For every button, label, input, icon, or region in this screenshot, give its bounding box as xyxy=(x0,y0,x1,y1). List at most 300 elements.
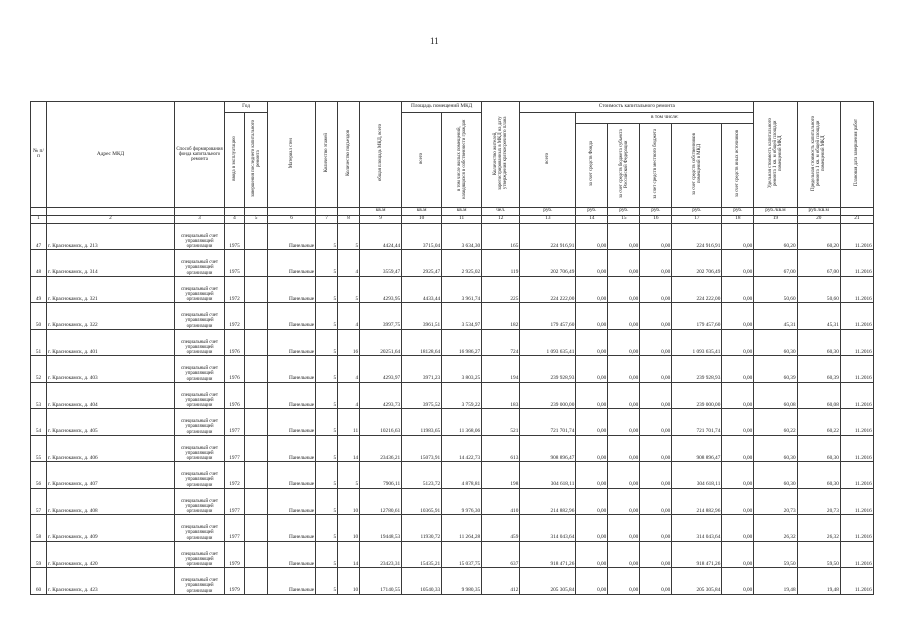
cell-res: 724 xyxy=(482,329,520,356)
cell-f: 0,00 xyxy=(576,356,608,383)
cell-res: 613 xyxy=(482,435,520,462)
cell-fund: специальный счет управляющей организации xyxy=(175,382,225,409)
cell-m: 0,00 xyxy=(640,223,672,250)
table-row xyxy=(31,568,874,595)
cell-b: 0,00 xyxy=(608,541,640,568)
cell-a2: 3715,04 xyxy=(402,223,442,250)
cell-a2: 11983,65 xyxy=(402,409,442,436)
cell-y2 xyxy=(245,462,268,489)
cell-a2: 15073,91 xyxy=(402,435,442,462)
cell-c: 179 457,60 xyxy=(520,303,576,330)
index-cell: 2 xyxy=(47,215,175,223)
header-cost-fund: за счет средств Фонда xyxy=(576,124,608,208)
cell-d: 11.2016 xyxy=(840,488,873,515)
cell-y2 xyxy=(245,356,268,383)
cell-fund: специальный счет управляющей организации xyxy=(175,409,225,436)
index-cell: 11 xyxy=(442,215,482,223)
cell-fl: 5 xyxy=(316,541,338,568)
cell-c: 239 928,93 xyxy=(520,356,576,383)
cell-x: 0,00 xyxy=(722,250,754,277)
header-year-commission: ввода в эксплуатацию xyxy=(225,113,245,208)
cell-p: 59,50 xyxy=(797,541,840,568)
cell-x: 0,00 xyxy=(722,568,754,595)
cell-p: 50,60 xyxy=(797,276,840,303)
cell-a1: 3997,75 xyxy=(360,303,402,330)
cell-d: 11.2016 xyxy=(840,250,873,277)
cell-p: 60,22 xyxy=(797,409,840,436)
table-row xyxy=(31,515,874,542)
cell-addr: г. Краснокамск, д. 409 xyxy=(47,515,175,542)
cell-a3: 4 878,81 xyxy=(442,462,482,489)
header-deadline: Плановая дата завершения работ xyxy=(840,102,873,208)
cell-no: 50 xyxy=(31,303,47,330)
cell-u: 50,60 xyxy=(754,276,797,303)
cell-fl: 5 xyxy=(316,409,338,436)
cell-x: 0,00 xyxy=(722,329,754,356)
cell-o: 918 471,26 xyxy=(672,541,722,568)
cell-y2 xyxy=(245,223,268,250)
unit-cell xyxy=(316,207,338,215)
cell-f: 0,00 xyxy=(576,250,608,277)
cell-no: 47 xyxy=(31,223,47,250)
cell-m: 0,00 xyxy=(640,382,672,409)
cell-en: 4 xyxy=(338,382,360,409)
header-cost-group: Стоимость капитального ремонта xyxy=(520,102,754,113)
cell-en: 11 xyxy=(338,409,360,436)
cell-y2 xyxy=(245,276,268,303)
cell-fl: 5 xyxy=(316,435,338,462)
unit-cell xyxy=(840,207,873,215)
cell-o: 224 916,91 xyxy=(672,223,722,250)
cell-x: 0,00 xyxy=(722,541,754,568)
cell-m: 0,00 xyxy=(640,488,672,515)
cell-mat: Панельные xyxy=(268,382,316,409)
cell-a1: 7906,11 xyxy=(360,462,402,489)
cell-mat: Панельные xyxy=(268,568,316,595)
unit-cell: руб. xyxy=(520,207,576,215)
cell-f: 0,00 xyxy=(576,515,608,542)
cell-u: 60,30 xyxy=(754,462,797,489)
cell-o: 205 305,84 xyxy=(672,568,722,595)
cell-d: 11.2016 xyxy=(840,409,873,436)
cell-b: 0,00 xyxy=(608,223,640,250)
cell-y1: 1979 xyxy=(225,568,245,595)
cell-u: 59,50 xyxy=(754,541,797,568)
cell-d: 11.2016 xyxy=(840,435,873,462)
cell-mat: Панельные xyxy=(268,250,316,277)
cell-fl: 5 xyxy=(316,250,338,277)
cell-b: 0,00 xyxy=(608,435,640,462)
cell-y1: 1975 xyxy=(225,223,245,250)
cell-addr: г. Краснокамск, д. 401 xyxy=(47,329,175,356)
cell-a2: 3961,51 xyxy=(402,303,442,330)
cell-a2: 15435,21 xyxy=(402,541,442,568)
cell-fl: 5 xyxy=(316,382,338,409)
cell-no: 49 xyxy=(31,276,47,303)
cell-mat: Панельные xyxy=(268,541,316,568)
header-year-group: Год xyxy=(225,102,268,113)
index-cell: 18 xyxy=(722,215,754,223)
cell-o: 214 882,96 xyxy=(672,488,722,515)
cell-x: 0,00 xyxy=(722,409,754,436)
table-row xyxy=(31,382,874,409)
cell-a3: 3 534,97 xyxy=(442,303,482,330)
header-including: в том числе: xyxy=(576,113,754,124)
index-cell: 7 xyxy=(316,215,338,223)
column-index-row xyxy=(31,215,874,223)
cell-f: 0,00 xyxy=(576,223,608,250)
cell-en: 10 xyxy=(338,488,360,515)
unit-cell xyxy=(47,207,175,215)
cell-x: 0,00 xyxy=(722,515,754,542)
unit-cell: руб. xyxy=(640,207,672,215)
cell-en: 5 xyxy=(338,223,360,250)
cell-d: 11.2016 xyxy=(840,276,873,303)
cell-m: 0,00 xyxy=(640,515,672,542)
cell-no: 53 xyxy=(31,382,47,409)
cell-fl: 5 xyxy=(316,356,338,383)
unit-cell xyxy=(175,207,225,215)
cell-m: 0,00 xyxy=(640,541,672,568)
cell-no: 58 xyxy=(31,515,47,542)
cell-a1: 20251,64 xyxy=(360,329,402,356)
header-no: № п/п xyxy=(31,102,47,208)
cell-no: 52 xyxy=(31,356,47,383)
header-entrances: Количество подъездов xyxy=(338,102,360,208)
cell-u: 19,48 xyxy=(754,568,797,595)
cell-mat: Панельные xyxy=(268,462,316,489)
cell-c: 202 706,49 xyxy=(520,250,576,277)
table-row xyxy=(31,488,874,515)
index-cell: 16 xyxy=(640,215,672,223)
header-wall-material: Материал стен xyxy=(268,102,316,208)
cell-y2 xyxy=(245,329,268,356)
cell-a3: 3 634,30 xyxy=(442,223,482,250)
cell-a3: 9 976,30 xyxy=(442,488,482,515)
cell-addr: г. Краснокамск, д. 403 xyxy=(47,356,175,383)
header-residents: Количество жителей, зарегистрированных в МКД на дату утверждения краткосрочного плана xyxy=(482,102,520,208)
cell-o: 239 928,93 xyxy=(672,356,722,383)
cell-en: 5 xyxy=(338,462,360,489)
index-cell: 21 xyxy=(840,215,873,223)
cell-f: 0,00 xyxy=(576,568,608,595)
cell-a3: 15 037,75 xyxy=(442,541,482,568)
index-cell: 15 xyxy=(608,215,640,223)
cell-p: 60,30 xyxy=(797,462,840,489)
cell-d: 11.2016 xyxy=(840,462,873,489)
table-row xyxy=(31,541,874,568)
cell-c: 224 222,00 xyxy=(520,276,576,303)
cell-m: 0,00 xyxy=(640,329,672,356)
cell-b: 0,00 xyxy=(608,409,640,436)
cell-no: 56 xyxy=(31,462,47,489)
cell-mat: Панельные xyxy=(268,329,316,356)
cell-p: 60,08 xyxy=(797,382,840,409)
header-fund: Способ формирования фонда капитального ремонта xyxy=(175,102,225,208)
cell-fund: специальный счет управляющей организации xyxy=(175,223,225,250)
cell-en: 16 xyxy=(338,329,360,356)
cell-res: 183 xyxy=(482,382,520,409)
cell-fund: специальный счет управляющей организации xyxy=(175,250,225,277)
cell-addr: г. Краснокамск, д. 408 xyxy=(47,488,175,515)
cell-addr: г. Краснокамск, д. 423 xyxy=(47,568,175,595)
cell-a1: 17140,55 xyxy=(360,568,402,595)
cell-addr: г. Краснокамск, д. 322 xyxy=(47,303,175,330)
cell-f: 0,00 xyxy=(576,382,608,409)
cell-fund: специальный счет управляющей организации xyxy=(175,462,225,489)
cell-en: 14 xyxy=(338,541,360,568)
cell-o: 1 093 635,41 xyxy=(672,329,722,356)
cell-b: 0,00 xyxy=(608,462,640,489)
cell-m: 0,00 xyxy=(640,409,672,436)
cell-y1: 1972 xyxy=(225,276,245,303)
header-cost-other: за счет средств иных источников xyxy=(722,124,754,208)
cell-u: 20,73 xyxy=(754,488,797,515)
header-year-last-repair: завершения последнего капитального ремонта xyxy=(245,113,268,208)
cell-m: 0,00 xyxy=(640,276,672,303)
cell-c: 908 896,47 xyxy=(520,435,576,462)
cell-f: 0,00 xyxy=(576,462,608,489)
table-row xyxy=(31,223,874,250)
cell-fund: специальный счет управляющей организации xyxy=(175,329,225,356)
cell-b: 0,00 xyxy=(608,356,640,383)
cell-b: 0,00 xyxy=(608,382,640,409)
cell-m: 0,00 xyxy=(640,356,672,383)
cell-fund: специальный счет управляющей организации xyxy=(175,541,225,568)
index-cell: 10 xyxy=(402,215,442,223)
cell-o: 224 222,00 xyxy=(672,276,722,303)
index-cell: 19 xyxy=(754,215,797,223)
cell-u: 45,31 xyxy=(754,303,797,330)
cell-o: 908 896,47 xyxy=(672,435,722,462)
header-max-cost: Предельная стоимость капитального ремонта 1 кв. м общей площади помещений МКД xyxy=(797,102,840,208)
table-row xyxy=(31,435,874,462)
cell-m: 0,00 xyxy=(640,303,672,330)
cell-addr: г. Краснокамск, д. 314 xyxy=(47,250,175,277)
cell-a3: 9 980,35 xyxy=(442,568,482,595)
cell-y2 xyxy=(245,541,268,568)
unit-cell: руб. xyxy=(576,207,608,215)
cell-p: 67,00 xyxy=(797,250,840,277)
cell-mat: Панельные xyxy=(268,303,316,330)
index-cell: 20 xyxy=(797,215,840,223)
cell-res: 198 xyxy=(482,462,520,489)
cell-no: 54 xyxy=(31,409,47,436)
cell-d: 11.2016 xyxy=(840,356,873,383)
cell-mat: Панельные xyxy=(268,435,316,462)
cell-p: 60,30 xyxy=(797,435,840,462)
cell-y1: 1977 xyxy=(225,515,245,542)
cell-b: 0,00 xyxy=(608,568,640,595)
cell-mat: Панельные xyxy=(268,276,316,303)
header-area-total: всего xyxy=(402,113,442,208)
table-row xyxy=(31,276,874,303)
cell-y2 xyxy=(245,435,268,462)
cell-a3: 14 422,73 xyxy=(442,435,482,462)
index-cell: 14 xyxy=(576,215,608,223)
header-total-area: общая площадь МКД, всего xyxy=(360,102,402,208)
cell-p: 45,31 xyxy=(797,303,840,330)
cell-a1: 10216,63 xyxy=(360,409,402,436)
cell-en: 4 xyxy=(338,356,360,383)
unit-cell xyxy=(31,207,47,215)
cell-o: 721 701,74 xyxy=(672,409,722,436)
cell-c: 918 471,26 xyxy=(520,541,576,568)
table-row xyxy=(31,409,874,436)
cell-p: 60,30 xyxy=(797,329,840,356)
cell-f: 0,00 xyxy=(576,541,608,568)
cell-res: 521 xyxy=(482,409,520,436)
cell-y1: 1977 xyxy=(225,409,245,436)
cell-p: 60,39 xyxy=(797,356,840,383)
cell-a1: 3559,47 xyxy=(360,250,402,277)
table-row xyxy=(31,250,874,277)
cell-y1: 1977 xyxy=(225,435,245,462)
unit-cell xyxy=(245,207,268,215)
cell-a1: 23436,21 xyxy=(360,435,402,462)
cell-no: 59 xyxy=(31,541,47,568)
index-cell: 5 xyxy=(245,215,268,223)
cell-y1: 1979 xyxy=(225,541,245,568)
cell-res: 182 xyxy=(482,303,520,330)
cell-a2: 5123,72 xyxy=(402,462,442,489)
index-cell: 17 xyxy=(672,215,722,223)
cell-a1: 23423,31 xyxy=(360,541,402,568)
table-body xyxy=(31,223,874,594)
cell-res: 637 xyxy=(482,541,520,568)
cell-o: 202 706,49 xyxy=(672,250,722,277)
unit-cell: кв.м xyxy=(442,207,482,215)
cell-mat: Панельные xyxy=(268,223,316,250)
cell-fl: 5 xyxy=(316,568,338,595)
header-row-1 xyxy=(31,102,874,113)
cell-a1: 4293,73 xyxy=(360,382,402,409)
cell-d: 11.2016 xyxy=(840,329,873,356)
index-cell: 1 xyxy=(31,215,47,223)
cell-p: 60,20 xyxy=(797,223,840,250)
cell-fund: специальный счет управляющей организации xyxy=(175,276,225,303)
cell-m: 0,00 xyxy=(640,435,672,462)
cell-b: 0,00 xyxy=(608,250,640,277)
table-row xyxy=(31,329,874,356)
cell-fl: 5 xyxy=(316,276,338,303)
cell-o: 239 000,00 xyxy=(672,382,722,409)
header-cost-owners: за счет средств собственников помещений в МКД xyxy=(672,124,722,208)
cell-a2: 11930,72 xyxy=(402,515,442,542)
cell-d: 11.2016 xyxy=(840,568,873,595)
cell-a2: 2925,47 xyxy=(402,250,442,277)
cell-res: 459 xyxy=(482,515,520,542)
cell-d: 11.2016 xyxy=(840,382,873,409)
cell-x: 0,00 xyxy=(722,462,754,489)
cell-mat: Панельные xyxy=(268,409,316,436)
unit-cell: руб. xyxy=(722,207,754,215)
cell-res: 165 xyxy=(482,223,520,250)
cell-a1: 12780,61 xyxy=(360,488,402,515)
cell-x: 0,00 xyxy=(722,435,754,462)
cell-fund: специальный счет управляющей организации xyxy=(175,303,225,330)
header-area-group: Площадь помещений МКД xyxy=(402,102,482,113)
unit-cell xyxy=(268,207,316,215)
cell-u: 60,22 xyxy=(754,409,797,436)
header-cost-total: всего xyxy=(520,113,576,208)
cell-p: 26,32 xyxy=(797,515,840,542)
unit-cell: кв.м xyxy=(360,207,402,215)
cell-res: 225 xyxy=(482,276,520,303)
cell-addr: г. Краснокамск, д. 406 xyxy=(47,435,175,462)
header-area-residential: в том числе жилых помещений, находящихся в собственности граждан xyxy=(442,113,482,208)
cell-no: 51 xyxy=(31,329,47,356)
unit-cell: кв.м xyxy=(402,207,442,215)
cell-p: 20,73 xyxy=(797,488,840,515)
cell-u: 60,30 xyxy=(754,329,797,356)
cell-a1: 4293,95 xyxy=(360,276,402,303)
cell-f: 0,00 xyxy=(576,488,608,515)
cell-a3: 3 803,25 xyxy=(442,356,482,383)
cell-f: 0,00 xyxy=(576,435,608,462)
cell-no: 48 xyxy=(31,250,47,277)
index-cell: 9 xyxy=(360,215,402,223)
cell-p: 19,48 xyxy=(797,568,840,595)
header-address: Адрес МКД xyxy=(47,102,175,208)
index-cell: 4 xyxy=(225,215,245,223)
cell-x: 0,00 xyxy=(722,382,754,409)
cell-no: 57 xyxy=(31,488,47,515)
cell-y2 xyxy=(245,409,268,436)
cell-addr: г. Краснокамск, д. 321 xyxy=(47,276,175,303)
cell-addr: г. Краснокамск, д. 405 xyxy=(47,409,175,436)
cell-m: 0,00 xyxy=(640,462,672,489)
cell-y1: 1976 xyxy=(225,382,245,409)
cell-a2: 4433,44 xyxy=(402,276,442,303)
cell-mat: Панельные xyxy=(268,515,316,542)
index-cell: 6 xyxy=(268,215,316,223)
cell-d: 11.2016 xyxy=(840,515,873,542)
cell-b: 0,00 xyxy=(608,276,640,303)
cell-fund: специальный счет управляющей организации xyxy=(175,488,225,515)
cell-a2: 3975,52 xyxy=(402,382,442,409)
unit-cell: руб./кв.м xyxy=(797,207,840,215)
cell-addr: г. Краснокамск, д. 213 xyxy=(47,223,175,250)
cell-x: 0,00 xyxy=(722,276,754,303)
index-cell: 12 xyxy=(482,215,520,223)
cell-en: 10 xyxy=(338,515,360,542)
cell-a3: 16 986,27 xyxy=(442,329,482,356)
cell-o: 314 043,64 xyxy=(672,515,722,542)
cell-c: 214 882,96 xyxy=(520,488,576,515)
cell-x: 0,00 xyxy=(722,223,754,250)
cell-y1: 1976 xyxy=(225,356,245,383)
cell-y2 xyxy=(245,250,268,277)
cell-fund: специальный счет управляющей организации xyxy=(175,356,225,383)
unit-cell xyxy=(338,207,360,215)
cell-a3: 11 264,28 xyxy=(442,515,482,542)
cell-x: 0,00 xyxy=(722,488,754,515)
cell-y1: 1976 xyxy=(225,329,245,356)
cell-y1: 1975 xyxy=(225,250,245,277)
cell-res: 194 xyxy=(482,356,520,383)
cell-b: 0,00 xyxy=(608,488,640,515)
cell-c: 224 916,91 xyxy=(520,223,576,250)
cell-d: 11.2016 xyxy=(840,541,873,568)
cell-fl: 5 xyxy=(316,303,338,330)
cell-a2: 3971,23 xyxy=(402,356,442,383)
cell-c: 721 701,74 xyxy=(520,409,576,436)
cell-f: 0,00 xyxy=(576,409,608,436)
cell-c: 1 093 635,41 xyxy=(520,329,576,356)
table-row xyxy=(31,356,874,383)
header-cost-local: за счет средств местного бюджета xyxy=(640,124,672,208)
